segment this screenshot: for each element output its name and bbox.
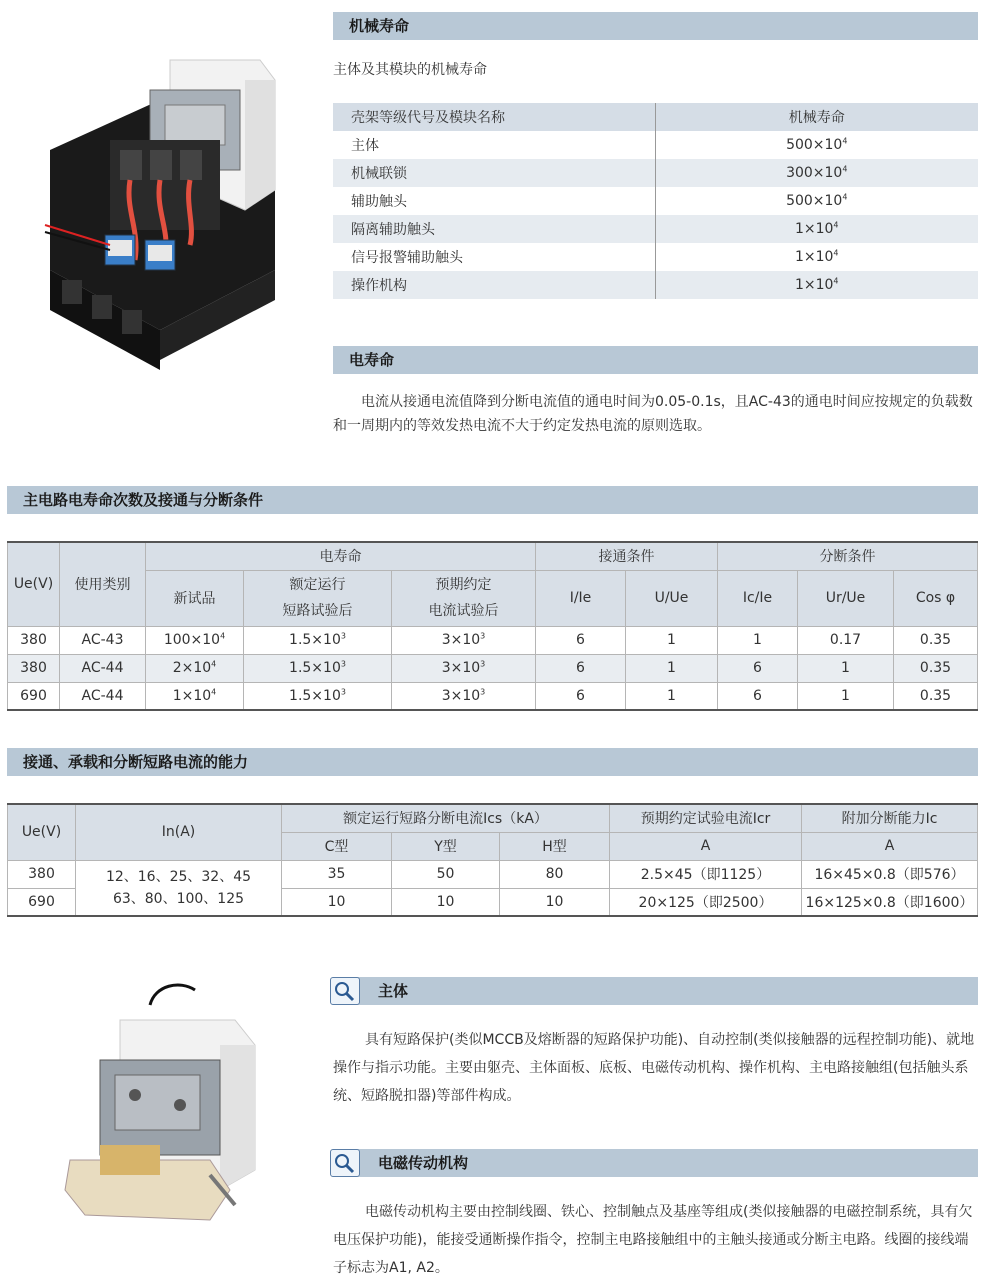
header-ue: Ue(V) bbox=[8, 542, 60, 626]
cell-prospective: $3\times 10^3$ bbox=[392, 682, 536, 710]
table-row bbox=[333, 159, 978, 187]
body-text: 具有短路保护(类似MCCB及熔断器的短路保护功能)、自动控制(类似接触器的远程控制功能)、就地操作与指示功能。主要由躯壳、主体面板、底板、电磁传动机构、操作机构、主电路接触组(包括触头系统、短路脱扣器)等部件构成。 bbox=[333, 1032, 975, 1104]
cell-u-ue: 1 bbox=[626, 654, 718, 682]
cell-new: $2\times 10^4$ bbox=[146, 654, 244, 682]
header-i-ie: I/Ie bbox=[536, 570, 626, 626]
cell-category: AC-44 bbox=[60, 654, 146, 682]
header-ic-ie: Ic/Ie bbox=[718, 570, 798, 626]
cell-cos: 0.35 bbox=[894, 682, 978, 710]
table-header-row bbox=[333, 103, 978, 131]
cell-ue: 380 bbox=[8, 654, 60, 682]
cell-ic-ie: 1 bbox=[718, 626, 798, 654]
cell-ue: 690 bbox=[8, 682, 60, 710]
section-bar-main-circuit: 主电路电寿命次数及接通与分断条件 bbox=[7, 486, 978, 514]
cell-in: 12、16、25、32、45 63、80、100、125 bbox=[76, 860, 282, 916]
em-text: 电磁传动机构主要由控制线圈、铁心、控制触点及基座等组成(类似接触器的电磁控制系统，具有欠电压保护功能)，能接受通断操作指令，控制主电路接触组中的主触头接通或分断主电路。线圈的接线端子标志为A1, A2。 bbox=[333, 1204, 973, 1276]
header-cell: 机械寿命 bbox=[655, 103, 978, 131]
product-photo-em-mechanism bbox=[60, 975, 275, 1225]
module-name: 辅助触头 bbox=[351, 194, 407, 210]
header-make-conditions: 接通条件 bbox=[536, 542, 718, 570]
table-row bbox=[333, 131, 978, 159]
life-value: $1\times 10^4$ bbox=[655, 215, 978, 243]
magnifier-icon bbox=[330, 977, 360, 1005]
header-u-ue: U/Ue bbox=[626, 570, 718, 626]
cell-new: $100\times 10^4$ bbox=[146, 626, 244, 654]
table-row bbox=[333, 187, 978, 215]
header-c-type: C型 bbox=[282, 832, 392, 860]
table-row bbox=[333, 243, 978, 271]
header-ic: 附加分断能力Ic bbox=[802, 804, 978, 832]
header-new: 新试品 bbox=[146, 570, 244, 626]
header-break-conditions: 分断条件 bbox=[718, 542, 978, 570]
cell-cos: 0.35 bbox=[894, 626, 978, 654]
cell-rated: $1.5\times 10^3$ bbox=[244, 654, 392, 682]
cell-ic-ie: 6 bbox=[718, 654, 798, 682]
header-cell: 壳架等级代号及模块名称 bbox=[333, 103, 655, 131]
short-circuit-table bbox=[7, 803, 978, 917]
life-value: $1\times 10^4$ bbox=[655, 271, 978, 299]
table-row bbox=[333, 271, 978, 299]
cell-icr: 2.5×45（即1125） bbox=[610, 860, 802, 888]
table-subheader-row bbox=[8, 570, 978, 626]
header-rated: 额定运行 短路试验后 bbox=[244, 570, 392, 626]
life-value: $500\times 10^4$ bbox=[655, 131, 978, 159]
cell-ur-ue: 0.17 bbox=[798, 626, 894, 654]
module-name: 隔离辅助触头 bbox=[333, 215, 655, 243]
cell-u-ue: 1 bbox=[626, 682, 718, 710]
header-in: In(A) bbox=[76, 804, 282, 860]
life-value: $300\times 10^4$ bbox=[655, 159, 978, 187]
cell-ur-ue: 1 bbox=[798, 654, 894, 682]
cell-i-ie: 6 bbox=[536, 654, 626, 682]
table-header-row bbox=[8, 542, 978, 570]
cell-y: 10 bbox=[392, 888, 500, 916]
module-name: 机械联锁 bbox=[333, 159, 655, 187]
mechanical-subtitle: 主体及其模块的机械寿命 bbox=[333, 62, 487, 78]
cell-ue: 690 bbox=[8, 888, 76, 916]
header-ic-unit: A bbox=[802, 832, 978, 860]
table-row bbox=[8, 654, 978, 682]
section-bar-body: 主体 bbox=[333, 977, 978, 1005]
section-bar-em: 电磁传动机构 bbox=[333, 1149, 978, 1177]
cell-rated: $1.5\times 10^3$ bbox=[244, 626, 392, 654]
electrical-text: 电流从接通电流值降到分断电流值的通电时间为0.05-0.1s，且AC-43的通电时间应按规定的负载数和一周期内的等效发热电流不大于约定发热电流的原则选取。 bbox=[333, 394, 973, 434]
cell-ue: 380 bbox=[8, 860, 76, 888]
section-bar-short-circuit: 接通、承载和分断短路电流的能力 bbox=[7, 748, 978, 776]
cell-c: 35 bbox=[282, 860, 392, 888]
table-row bbox=[8, 626, 978, 654]
cell-cos: 0.35 bbox=[894, 654, 978, 682]
magnifier-icon bbox=[330, 1149, 360, 1177]
module-name: 操作机构 bbox=[333, 271, 655, 299]
mechanical-life-table bbox=[333, 103, 978, 299]
life-value: $1\times 10^4$ bbox=[655, 243, 978, 271]
product-photo-contactor bbox=[40, 40, 290, 370]
cell-ur-ue: 1 bbox=[798, 682, 894, 710]
header-category: 使用类别 bbox=[60, 542, 146, 626]
header-electrical-life: 电寿命 bbox=[146, 542, 536, 570]
header-ue: Ue(V) bbox=[8, 804, 76, 860]
main-circuit-table bbox=[7, 541, 978, 711]
section-bar-mechanical: 机械寿命 bbox=[333, 12, 978, 40]
header-h-type: H型 bbox=[500, 832, 610, 860]
cell-prospective: $3\times 10^3$ bbox=[392, 654, 536, 682]
header-cos: Cos φ bbox=[894, 570, 978, 626]
header-icr-unit: A bbox=[610, 832, 802, 860]
life-value: $500\times 10^4$ bbox=[655, 187, 978, 215]
module-name: 信号报警辅助触头 bbox=[351, 250, 463, 266]
cell-ue: 380 bbox=[8, 626, 60, 654]
table-header-row bbox=[8, 804, 978, 832]
cell-i-ie: 6 bbox=[536, 626, 626, 654]
header-y-type: Y型 bbox=[392, 832, 500, 860]
cell-icr: 20×125（即2500） bbox=[610, 888, 802, 916]
table-row bbox=[333, 215, 978, 243]
cell-category: AC-44 bbox=[60, 682, 146, 710]
header-icr: 预期约定试验电流Icr bbox=[610, 804, 802, 832]
cell-h: 80 bbox=[500, 860, 610, 888]
header-ics: 额定运行短路分断电流Ics（kA） bbox=[282, 804, 610, 832]
cell-rated: $1.5\times 10^3$ bbox=[244, 682, 392, 710]
cell-u-ue: 1 bbox=[626, 626, 718, 654]
module-name: 主体 bbox=[351, 138, 379, 154]
cell-ic: 16×45×0.8（即576） bbox=[802, 860, 978, 888]
table-row bbox=[8, 860, 978, 888]
cell-h: 10 bbox=[500, 888, 610, 916]
table-row bbox=[8, 682, 978, 710]
cell-category: AC-43 bbox=[60, 626, 146, 654]
cell-i-ie: 6 bbox=[536, 682, 626, 710]
cell-new: $1\times 10^4$ bbox=[146, 682, 244, 710]
header-ur-ue: Ur/Ue bbox=[798, 570, 894, 626]
header-prospective: 预期约定 电流试验后 bbox=[392, 570, 536, 626]
cell-y: 50 bbox=[392, 860, 500, 888]
cell-c: 10 bbox=[282, 888, 392, 916]
section-bar-electrical: 电寿命 bbox=[333, 346, 978, 374]
cell-ic: 16×125×0.8（即1600） bbox=[802, 888, 978, 916]
cell-ic-ie: 6 bbox=[718, 682, 798, 710]
cell-prospective: $3\times 10^3$ bbox=[392, 626, 536, 654]
